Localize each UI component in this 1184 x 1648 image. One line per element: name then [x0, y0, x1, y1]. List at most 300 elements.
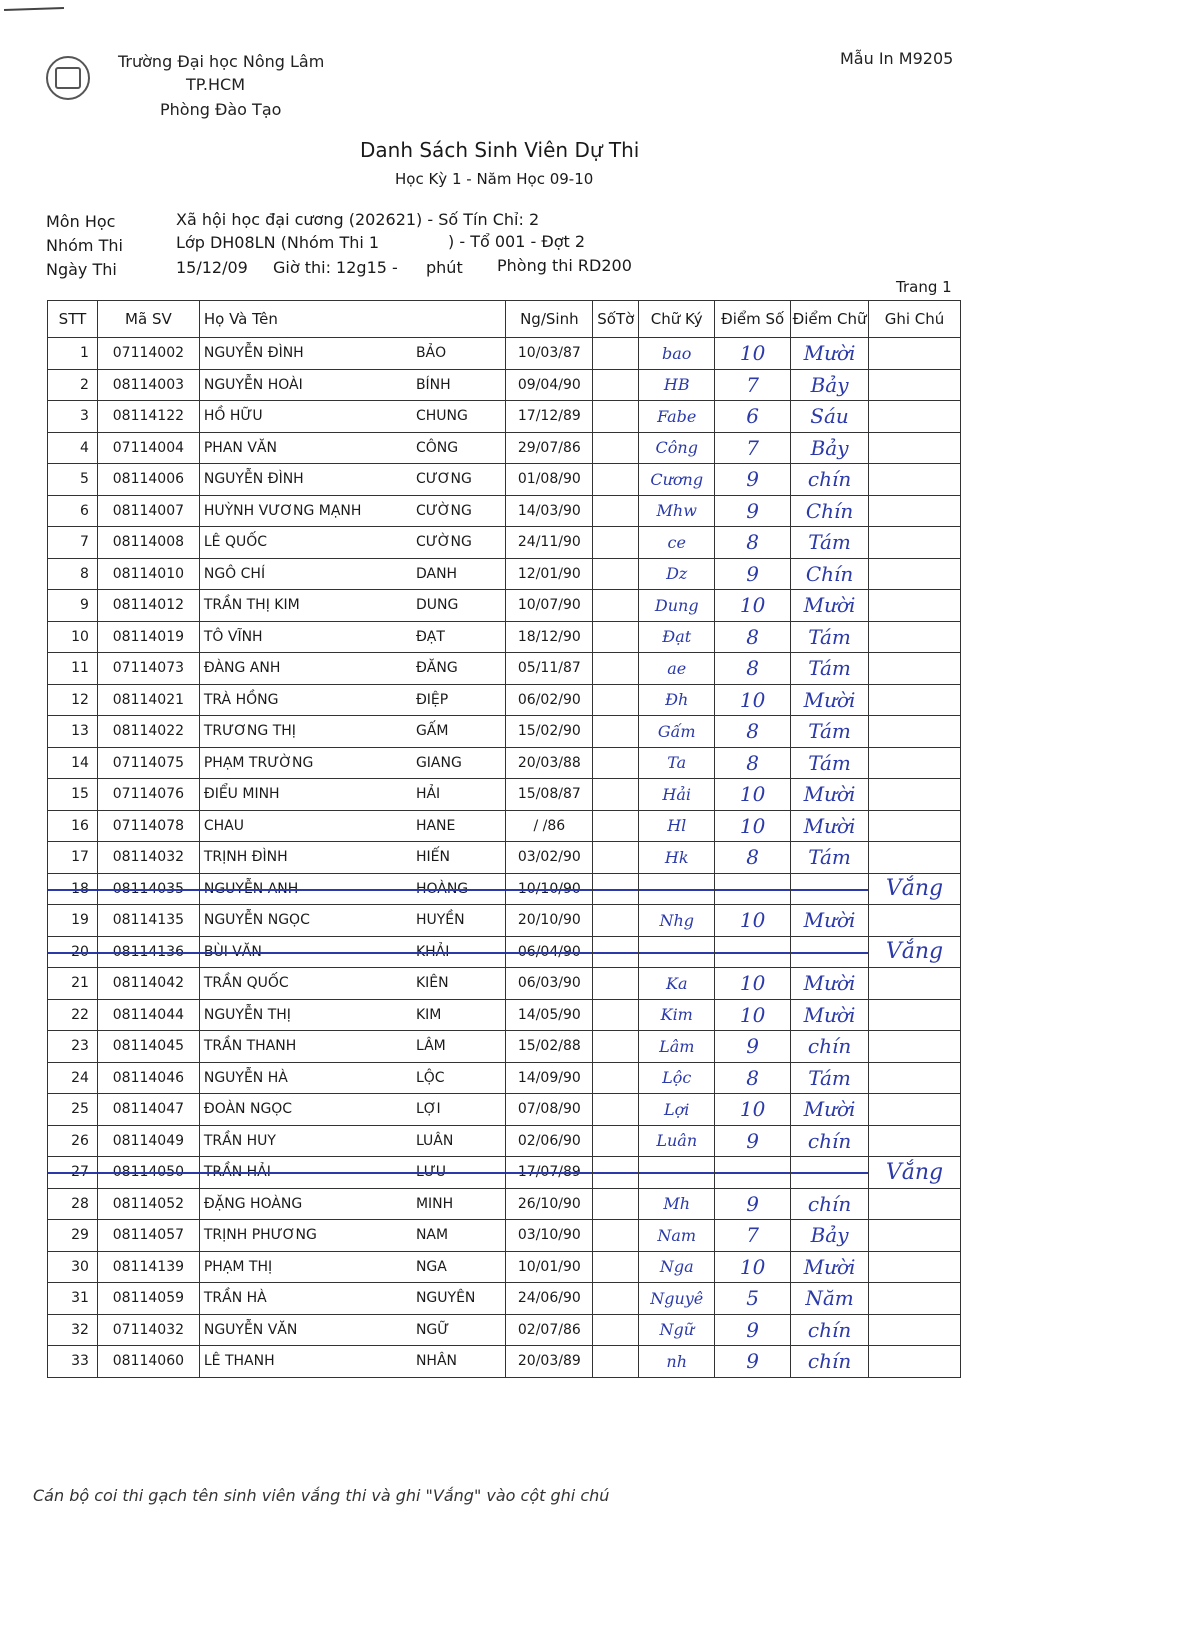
table-row	[48, 905, 961, 937]
row-chu-ky-signature: Cương	[639, 464, 715, 496]
table-row	[48, 590, 961, 622]
row-ten: ĐĂNG	[414, 653, 506, 685]
row-ten: CHUNG	[414, 401, 506, 433]
row-ghi-chu	[869, 527, 961, 559]
row-chu-ky-signature: nh	[639, 1346, 715, 1378]
row-diem-so: 8	[715, 842, 791, 874]
table-row	[48, 842, 961, 874]
row-ma-sv: 08114035	[97, 873, 199, 905]
row-ho: TRỊNH PHƯƠNG	[199, 1220, 414, 1252]
row-ma-sv: 07114073	[97, 653, 199, 685]
row-stt: 2	[48, 369, 98, 401]
row-chu-ky-signature: Nam	[639, 1220, 715, 1252]
row-diem-chu: Tám	[791, 1062, 869, 1094]
row-ng-sinh: 24/11/90	[506, 527, 593, 559]
row-ho: NGUYỄN ANH	[199, 873, 414, 905]
row-diem-so: 8	[715, 1062, 791, 1094]
row-ma-sv: 08114060	[97, 1346, 199, 1378]
row-stt: 8	[48, 558, 98, 590]
row-diem-so: 9	[715, 464, 791, 496]
row-ghi-chu	[869, 432, 961, 464]
row-chu-ky-signature: Ka	[639, 968, 715, 1000]
row-so-to	[593, 1346, 639, 1378]
row-ho: TRẦN HUY	[199, 1125, 414, 1157]
row-diem-chu: Mười	[791, 968, 869, 1000]
table-body	[48, 338, 961, 1378]
row-ma-sv: 08114012	[97, 590, 199, 622]
row-ghi-chu	[869, 905, 961, 937]
row-ma-sv: 08114044	[97, 999, 199, 1031]
row-ng-sinh: 20/10/90	[506, 905, 593, 937]
row-ng-sinh: 07/08/90	[506, 1094, 593, 1126]
row-chu-ky-signature	[639, 936, 715, 968]
row-diem-so: 9	[715, 1125, 791, 1157]
row-ghi-chu	[869, 810, 961, 842]
col-ng-sinh: Ng/Sinh	[506, 301, 593, 338]
row-diem-so: 8	[715, 747, 791, 779]
value-phut: phút	[426, 258, 463, 277]
row-ho: TÔ VĨNH	[199, 621, 414, 653]
row-ng-sinh: 02/06/90	[506, 1125, 593, 1157]
value-mon-hoc: Xã hội học đại cương (202621) - Số Tín Chỉ: 2	[176, 210, 540, 229]
table-row	[48, 527, 961, 559]
row-ten: LƯU	[414, 1157, 506, 1189]
row-diem-chu: chín	[791, 1188, 869, 1220]
row-chu-ky-signature: Gấm	[639, 716, 715, 748]
row-so-to	[593, 495, 639, 527]
row-diem-so: 7	[715, 432, 791, 464]
document-title: Danh Sách Sinh Viên Dự Thi	[360, 138, 640, 162]
row-ghi-chu: Vắng	[869, 936, 961, 968]
table-row	[48, 1062, 961, 1094]
row-so-to	[593, 401, 639, 433]
table-row	[48, 653, 961, 685]
row-ho: ĐIỂU MINH	[199, 779, 414, 811]
row-ng-sinh: 18/12/90	[506, 621, 593, 653]
row-stt: 22	[48, 999, 98, 1031]
row-ng-sinh: 06/04/90	[506, 936, 593, 968]
table-row	[48, 810, 961, 842]
value-gio-thi: Giờ thi: 12g15 -	[273, 258, 398, 277]
row-ma-sv: 08114135	[97, 905, 199, 937]
row-ma-sv: 08114003	[97, 369, 199, 401]
row-diem-chu	[791, 873, 869, 905]
row-stt: 12	[48, 684, 98, 716]
row-so-to	[593, 338, 639, 370]
row-so-to	[593, 1125, 639, 1157]
row-ten: CƯƠNG	[414, 464, 506, 496]
row-ma-sv: 08114019	[97, 621, 199, 653]
row-ho: ĐOÀN NGỌC	[199, 1094, 414, 1126]
row-ng-sinh: 20/03/88	[506, 747, 593, 779]
row-ma-sv: 08114045	[97, 1031, 199, 1063]
row-ten: KIM	[414, 999, 506, 1031]
row-ng-sinh: 14/09/90	[506, 1062, 593, 1094]
row-chu-ky-signature: Dung	[639, 590, 715, 622]
row-ghi-chu	[869, 1220, 961, 1252]
table-row	[48, 1188, 961, 1220]
row-ghi-chu	[869, 999, 961, 1031]
row-ghi-chu	[869, 1283, 961, 1315]
row-ghi-chu	[869, 369, 961, 401]
row-chu-ky-signature: Lộc	[639, 1062, 715, 1094]
row-ho: TRẦN QUỐC	[199, 968, 414, 1000]
row-ten: GẤM	[414, 716, 506, 748]
row-diem-chu: Tám	[791, 621, 869, 653]
row-ma-sv: 08114010	[97, 558, 199, 590]
row-ng-sinh: 05/11/87	[506, 653, 593, 685]
col-ho-ten-spacer	[414, 301, 506, 338]
row-ma-sv: 08114021	[97, 684, 199, 716]
row-diem-so: 9	[715, 495, 791, 527]
row-ho: CHAU	[199, 810, 414, 842]
table-row	[48, 968, 961, 1000]
row-ma-sv: 07114078	[97, 810, 199, 842]
row-ghi-chu	[869, 338, 961, 370]
row-diem-so: 10	[715, 905, 791, 937]
row-stt: 21	[48, 968, 98, 1000]
table-row	[48, 558, 961, 590]
row-ghi-chu	[869, 684, 961, 716]
row-ho: HUỲNH VƯƠNG MẠNH	[199, 495, 414, 527]
row-diem-so: 6	[715, 401, 791, 433]
row-ten: LỢI	[414, 1094, 506, 1126]
table-row	[48, 684, 961, 716]
row-ma-sv: 08114139	[97, 1251, 199, 1283]
row-ho: NGUYỄN HÀ	[199, 1062, 414, 1094]
value-ngay-thi: 15/12/09	[176, 258, 248, 277]
row-ma-sv: 07114002	[97, 338, 199, 370]
table-row	[48, 432, 961, 464]
row-ma-sv: 08114136	[97, 936, 199, 968]
row-ho: TRẦN THANH	[199, 1031, 414, 1063]
row-diem-chu: chín	[791, 464, 869, 496]
row-diem-chu: Bảy	[791, 1220, 869, 1252]
row-ma-sv: 08114049	[97, 1125, 199, 1157]
row-diem-so: 9	[715, 1031, 791, 1063]
row-ma-sv: 08114059	[97, 1283, 199, 1315]
row-diem-chu: Chín	[791, 558, 869, 590]
row-ghi-chu	[869, 968, 961, 1000]
row-diem-so: 10	[715, 810, 791, 842]
row-ten: HẢI	[414, 779, 506, 811]
row-stt: 5	[48, 464, 98, 496]
row-chu-ky-signature: Mhw	[639, 495, 715, 527]
school-name: Trường Đại học Nông Lâm	[118, 52, 325, 71]
row-stt: 3	[48, 401, 98, 433]
row-ghi-chu	[869, 1188, 961, 1220]
row-ten: BÍNH	[414, 369, 506, 401]
table-row	[48, 1346, 961, 1378]
table-header-row	[48, 301, 961, 338]
row-chu-ky-signature: Nguyê	[639, 1283, 715, 1315]
row-ten: KHẢI	[414, 936, 506, 968]
row-ten: CƯỜNG	[414, 495, 506, 527]
row-ho: ĐÀNG ANH	[199, 653, 414, 685]
row-ten: LÂM	[414, 1031, 506, 1063]
row-diem-chu: Tám	[791, 716, 869, 748]
row-chu-ky-signature: Nhg	[639, 905, 715, 937]
row-so-to	[593, 1157, 639, 1189]
row-stt: 4	[48, 432, 98, 464]
row-ma-sv: 07114075	[97, 747, 199, 779]
row-ten: DUNG	[414, 590, 506, 622]
row-ho: TRỊNH ĐÌNH	[199, 842, 414, 874]
row-ghi-chu	[869, 495, 961, 527]
table-row	[48, 338, 961, 370]
row-ho: NGUYỄN THỊ	[199, 999, 414, 1031]
row-ma-sv: 08114042	[97, 968, 199, 1000]
row-so-to	[593, 716, 639, 748]
row-ho: NGUYỄN ĐÌNH	[199, 464, 414, 496]
row-ma-sv: 08114047	[97, 1094, 199, 1126]
row-diem-so	[715, 1157, 791, 1189]
label-mon-hoc: Môn Học	[46, 212, 116, 231]
row-chu-ky-signature: ae	[639, 653, 715, 685]
table-row	[48, 1314, 961, 1346]
row-stt: 29	[48, 1220, 98, 1252]
row-ghi-chu	[869, 558, 961, 590]
row-so-to	[593, 684, 639, 716]
row-diem-so: 10	[715, 779, 791, 811]
row-ten: ĐẠT	[414, 621, 506, 653]
row-chu-ky-signature: Luân	[639, 1125, 715, 1157]
row-diem-so: 10	[715, 999, 791, 1031]
row-ten: HANE	[414, 810, 506, 842]
row-ma-sv: 08114022	[97, 716, 199, 748]
row-ghi-chu	[869, 747, 961, 779]
row-ten: MINH	[414, 1188, 506, 1220]
row-ghi-chu	[869, 1346, 961, 1378]
row-diem-chu: Năm	[791, 1283, 869, 1315]
row-chu-ky-signature: Hk	[639, 842, 715, 874]
row-diem-so: 7	[715, 369, 791, 401]
row-ng-sinh: 24/06/90	[506, 1283, 593, 1315]
row-so-to	[593, 1283, 639, 1315]
row-diem-so: 9	[715, 1346, 791, 1378]
row-diem-chu: Mười	[791, 905, 869, 937]
row-chu-ky-signature: Ta	[639, 747, 715, 779]
row-stt: 20	[48, 936, 98, 968]
school-department: Phòng Đào Tạo	[160, 100, 282, 119]
row-ng-sinh: 20/03/89	[506, 1346, 593, 1378]
row-so-to	[593, 905, 639, 937]
row-ho: NGUYỄN HOÀI	[199, 369, 414, 401]
col-so-to: SốTờ	[593, 301, 639, 338]
row-ten: BẢO	[414, 338, 506, 370]
row-chu-ky-signature: Dz	[639, 558, 715, 590]
row-stt: 30	[48, 1251, 98, 1283]
row-ng-sinh: 09/04/90	[506, 369, 593, 401]
row-ghi-chu	[869, 1062, 961, 1094]
row-diem-chu: Mười	[791, 999, 869, 1031]
row-ten: CƯỜNG	[414, 527, 506, 559]
school-city: TP.HCM	[186, 75, 246, 94]
row-diem-so: 10	[715, 1094, 791, 1126]
row-diem-chu: chín	[791, 1031, 869, 1063]
col-stt: STT	[48, 301, 98, 338]
row-chu-ky-signature: Kim	[639, 999, 715, 1031]
row-stt: 10	[48, 621, 98, 653]
row-ng-sinh: 03/10/90	[506, 1220, 593, 1252]
row-diem-so: 10	[715, 1251, 791, 1283]
row-so-to	[593, 621, 639, 653]
row-ng-sinh: 26/10/90	[506, 1188, 593, 1220]
row-ho: PHẠM THỊ	[199, 1251, 414, 1283]
row-diem-chu: Mười	[791, 1251, 869, 1283]
row-ng-sinh: 06/03/90	[506, 968, 593, 1000]
row-diem-so: 7	[715, 1220, 791, 1252]
table-row	[48, 1125, 961, 1157]
row-chu-ky-signature: Công	[639, 432, 715, 464]
document-subtitle: Học Kỳ 1 - Năm Học 09-10	[395, 170, 594, 188]
row-ng-sinh: 14/05/90	[506, 999, 593, 1031]
row-ho: BÙI VĂN	[199, 936, 414, 968]
row-diem-chu: Mười	[791, 684, 869, 716]
row-ma-sv: 08114046	[97, 1062, 199, 1094]
row-stt: 18	[48, 873, 98, 905]
table-row	[48, 1031, 961, 1063]
table-row	[48, 401, 961, 433]
row-ng-sinh: 01/08/90	[506, 464, 593, 496]
row-diem-so: 9	[715, 1188, 791, 1220]
row-diem-so: 5	[715, 1283, 791, 1315]
row-ten: KIÊN	[414, 968, 506, 1000]
row-ng-sinh: 03/02/90	[506, 842, 593, 874]
row-chu-ky-signature	[639, 1157, 715, 1189]
row-stt: 31	[48, 1283, 98, 1315]
row-diem-so: 10	[715, 590, 791, 622]
table-row	[48, 747, 961, 779]
table-row	[48, 779, 961, 811]
row-ghi-chu	[869, 401, 961, 433]
row-ma-sv: 08114032	[97, 842, 199, 874]
row-chu-ky-signature: Fabe	[639, 401, 715, 433]
row-ghi-chu	[869, 653, 961, 685]
row-so-to	[593, 1031, 639, 1063]
row-stt: 7	[48, 527, 98, 559]
row-ten: GIANG	[414, 747, 506, 779]
table-row	[48, 873, 961, 905]
row-ma-sv: 08114122	[97, 401, 199, 433]
row-so-to	[593, 810, 639, 842]
table-row	[48, 1157, 961, 1189]
row-ng-sinh: 14/03/90	[506, 495, 593, 527]
table-row	[48, 1251, 961, 1283]
page-number: Trang 1	[896, 278, 952, 296]
row-ho: HỒ HỮU	[199, 401, 414, 433]
col-diem-chu: Điểm Chữ	[791, 301, 869, 338]
value-phong-thi: Phòng thi RD200	[497, 256, 632, 275]
row-so-to	[593, 432, 639, 464]
row-stt: 15	[48, 779, 98, 811]
row-diem-so: 8	[715, 621, 791, 653]
row-chu-ky-signature	[639, 873, 715, 905]
row-ho: NGUYỄN NGỌC	[199, 905, 414, 937]
row-stt: 17	[48, 842, 98, 874]
row-ghi-chu: Vắng	[869, 1157, 961, 1189]
row-ghi-chu: Vắng	[869, 873, 961, 905]
row-diem-chu: chín	[791, 1346, 869, 1378]
row-so-to	[593, 936, 639, 968]
row-so-to	[593, 653, 639, 685]
row-diem-so: 10	[715, 968, 791, 1000]
row-chu-ky-signature: Đạt	[639, 621, 715, 653]
row-ten: LUÂN	[414, 1125, 506, 1157]
row-ten: ĐIỆP	[414, 684, 506, 716]
row-so-to	[593, 1220, 639, 1252]
row-diem-chu: Tám	[791, 747, 869, 779]
row-stt: 16	[48, 810, 98, 842]
table-row	[48, 1220, 961, 1252]
table-row	[48, 1283, 961, 1315]
col-diem-so: Điểm Số	[715, 301, 791, 338]
table-row	[48, 495, 961, 527]
row-ng-sinh: 17/12/89	[506, 401, 593, 433]
row-ho: TRẦN HÀ	[199, 1283, 414, 1315]
row-stt: 11	[48, 653, 98, 685]
row-ng-sinh: 10/10/90	[506, 873, 593, 905]
row-ng-sinh: 10/07/90	[506, 590, 593, 622]
col-ghi-chu: Ghi Chú	[869, 301, 961, 338]
row-so-to	[593, 1314, 639, 1346]
row-stt: 23	[48, 1031, 98, 1063]
row-ghi-chu	[869, 1094, 961, 1126]
row-ten: NHÂN	[414, 1346, 506, 1378]
row-chu-ky-signature: Lâm	[639, 1031, 715, 1063]
row-ma-sv: 08114008	[97, 527, 199, 559]
row-so-to	[593, 873, 639, 905]
value-to-dot: ) - Tổ 001 - Đợt 2	[448, 232, 586, 251]
row-stt: 9	[48, 590, 98, 622]
row-ghi-chu	[869, 779, 961, 811]
row-ng-sinh: 15/02/88	[506, 1031, 593, 1063]
row-diem-chu: Mười	[791, 810, 869, 842]
row-ng-sinh: 12/01/90	[506, 558, 593, 590]
row-diem-so: 8	[715, 716, 791, 748]
row-ho: LÊ THANH	[199, 1346, 414, 1378]
row-diem-so: 8	[715, 653, 791, 685]
row-diem-chu: chín	[791, 1125, 869, 1157]
row-ho: NGUYỄN VĂN	[199, 1314, 414, 1346]
row-ten: NAM	[414, 1220, 506, 1252]
row-ng-sinh: 10/03/87	[506, 338, 593, 370]
row-ho: NGUYỄN ĐÌNH	[199, 338, 414, 370]
table-row	[48, 369, 961, 401]
student-roster-table	[47, 300, 961, 1378]
row-stt: 19	[48, 905, 98, 937]
table-row	[48, 1094, 961, 1126]
row-diem-chu: Bảy	[791, 369, 869, 401]
row-diem-chu: Tám	[791, 527, 869, 559]
row-stt: 1	[48, 338, 98, 370]
table-row	[48, 621, 961, 653]
row-ma-sv: 08114007	[97, 495, 199, 527]
row-ho: TRÀ HỒNG	[199, 684, 414, 716]
university-logo-icon	[46, 56, 90, 100]
footer-note: Cán bộ coi thi gạch tên sinh viên vắng thi và ghi "Vắng" vào cột ghi chú	[33, 1486, 610, 1505]
row-ten: NGA	[414, 1251, 506, 1283]
row-so-to	[593, 1094, 639, 1126]
row-chu-ky-signature: Nga	[639, 1251, 715, 1283]
row-diem-chu: Mười	[791, 1094, 869, 1126]
row-ma-sv: 08114052	[97, 1188, 199, 1220]
row-ng-sinh: 29/07/86	[506, 432, 593, 464]
form-code: Mẫu In M9205	[840, 49, 954, 68]
row-ho: TRẦN HẢI	[199, 1157, 414, 1189]
row-ten: NGỮ	[414, 1314, 506, 1346]
row-ho: LÊ QUỐC	[199, 527, 414, 559]
